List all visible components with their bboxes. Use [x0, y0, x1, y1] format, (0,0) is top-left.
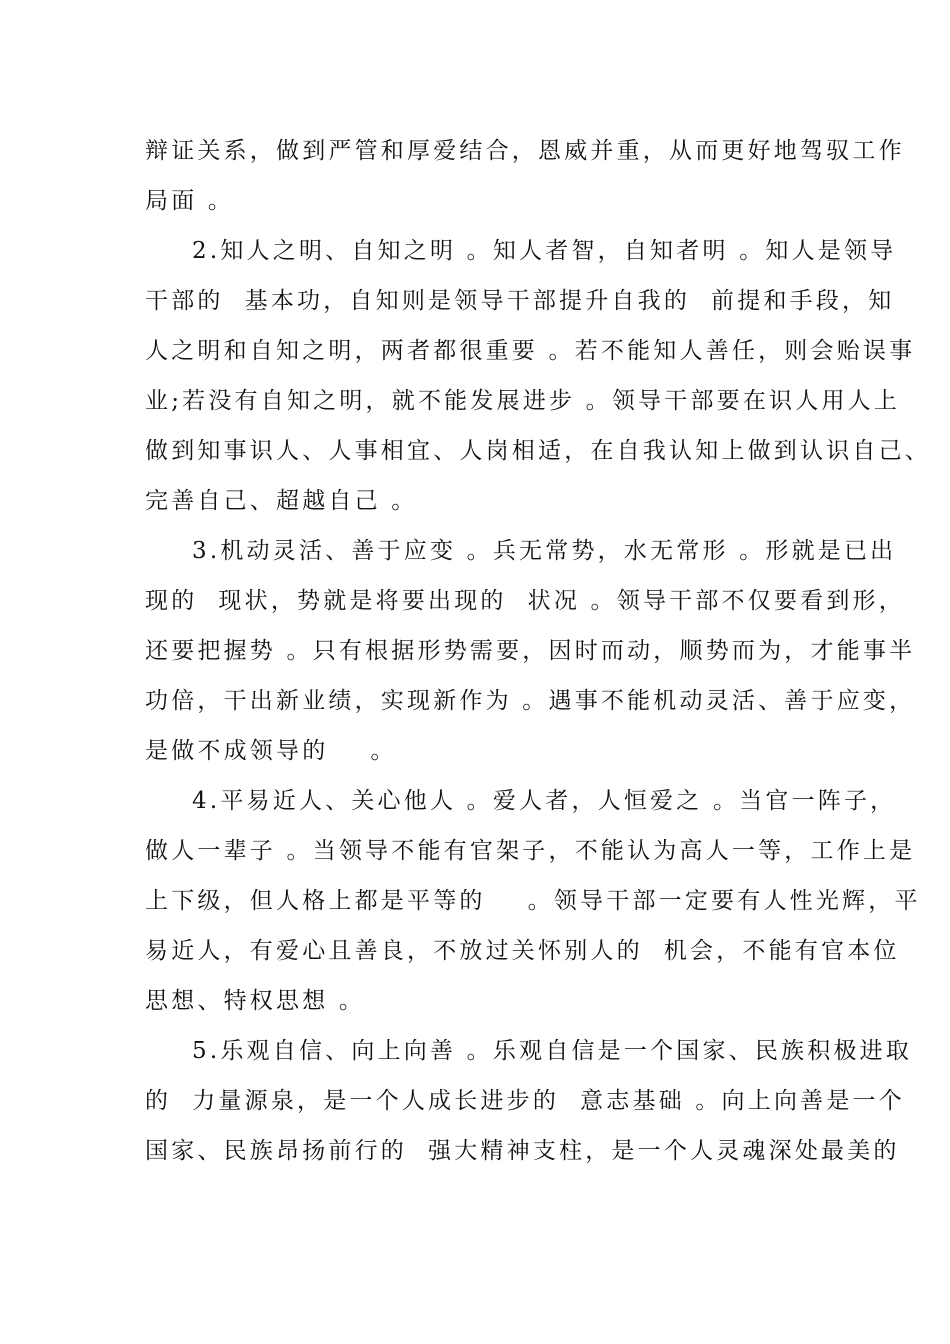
paragraph-5-heading-line: 5.乐观自信、向上向善 。乐观自信是一个国家、民族积极进取	[192, 1038, 913, 1064]
paragraph-2-heading-line: 2.知人之明、自知之明 。知人者智，自知者明 。知人是领导	[192, 238, 897, 264]
text-line: 完善自己、超越自己 。	[145, 488, 418, 514]
text-line: 上下级，但人格上都是平等的 。领导干部一定要有人性光辉，平	[145, 888, 921, 914]
text-line: 人之明和自知之明，两者都很重要 。若不能知人善任，则会贻误事	[145, 338, 916, 364]
text-line: 现的 现状，势就是将要出现的 状况 。领导干部不仅要看到形，	[145, 588, 905, 614]
text-line: 的 力量源泉，是一个人成长进步的 意志基础 。向上向善是一个	[145, 1088, 905, 1114]
paragraph-3-heading-line: 3.机动灵活、善于应变 。兵无常势，水无常形 。形就是已出	[192, 538, 897, 564]
text-line: 国家、民族昂扬前行的 强大精神支柱，是一个人灵魂深处最美的	[145, 1138, 900, 1164]
text-line: 局面 。	[145, 188, 235, 214]
paragraph-4-heading-line: 4.平易近人、关心他人 。爱人者，人恒爱之 。当官一阵子，	[192, 788, 897, 814]
text-line: 做到知事识人、人事相宜、人岗相适，在自我认知上做到认识自己、	[145, 438, 931, 464]
text-line: 功倍，干出新业绩，实现新作为 。遇事不能机动灵活、善于应变，	[145, 688, 916, 714]
text-line: 辩证关系，做到严管和厚爱结合，恩威并重，从而更好地驾驭工作	[145, 138, 905, 164]
text-line: 干部的 基本功，自知则是领导干部提升自我的 前提和手段，知	[145, 288, 895, 314]
text-line: 易近人，有爱心且善良，不放过关怀别人的 机会，不能有官本位	[145, 938, 900, 964]
text-line: 思想、特权思想 。	[145, 988, 366, 1014]
text-line: 业;若没有自知之明，就不能发展进步 。领导干部要在识人用人上	[145, 388, 901, 414]
text-line: 还要把握势 。只有根据形势需要，因时而动，顺势而为，才能事半	[145, 638, 916, 664]
text-line: 是做不成领导的 。	[145, 738, 397, 764]
text-line: 做人一辈子 。当领导不能有官架子，不能认为高人一等，工作上是	[145, 838, 916, 864]
